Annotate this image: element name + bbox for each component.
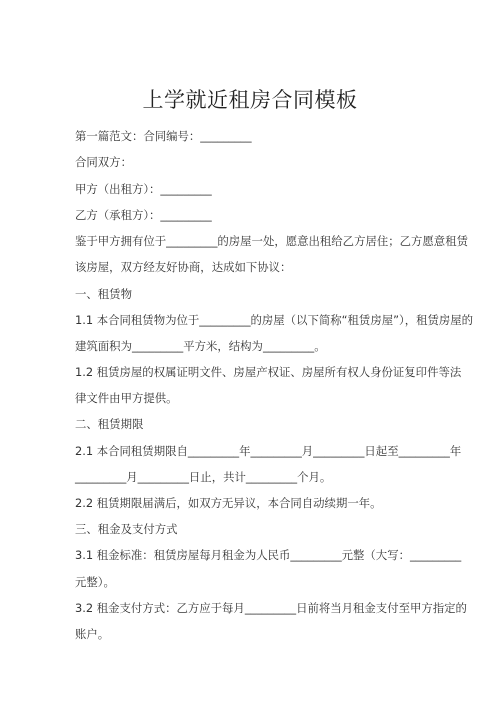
clause-2-1-line-2: _________月_________日止，共计_________个月。 (75, 470, 332, 484)
clause-3-2-line-2: 账户。 (75, 627, 110, 641)
clause-1-2-line-2: 律文件由甲方提供。 (75, 391, 178, 405)
clause-1-1-line-1: 1.1 本合同租赁物为位于_________的房屋（以下简称“租赁房屋”），租赁房屋的 (75, 313, 474, 327)
section-heading-lease-object: 一、租赁物 (75, 287, 132, 301)
parties-heading: 合同双方： (75, 155, 132, 169)
clause-2-2-line: 2.2 租赁期限届满后，如双方无异议，本合同自动续期一年。 (75, 496, 382, 510)
clause-2-1-line-1: 2.1 本合同租赁期限自_________年_________月_________日起至_________年 (75, 444, 462, 458)
preamble-line-2: 该房屋，双方经友好协商，达成如下协议： (75, 260, 292, 274)
clause-1-1-line-2: 建筑面积为_________平方米，结构为_________。 (75, 339, 326, 353)
clause-3-1-line-2: 元整）。 (75, 575, 115, 589)
clause-3-2-line-1: 3.2 租金支付方式：乙方应于每月_________日前将当月租金支付至甲方指定的 (75, 601, 467, 615)
preamble-line-1: 鉴于甲方拥有位于_________的房屋一处，愿意出租给乙方居住；乙方愿意租赁 (75, 234, 468, 248)
clause-1-2-line-1: 1.2 租赁房屋的权属证明文件、房屋产权证、房屋所有权人身份证复印件等法 (75, 365, 462, 379)
document-title: 上学就近租房合同模板 (142, 88, 358, 112)
party-b-line: 乙方（承租方）：_________ (75, 208, 212, 222)
section-heading-lease-term: 二、租赁期限 (75, 417, 144, 431)
clause-3-1-line-1: 3.1 租金标准：租赁房屋每月租金为人民币_________元整（大写：_________ (75, 548, 462, 562)
section-heading-rent-payment: 三、租金及支付方式 (75, 522, 178, 536)
contract-number-line: 第一篇范文：合同编号：_________ (75, 129, 252, 143)
party-a-line: 甲方（出租方）：_________ (75, 182, 212, 196)
